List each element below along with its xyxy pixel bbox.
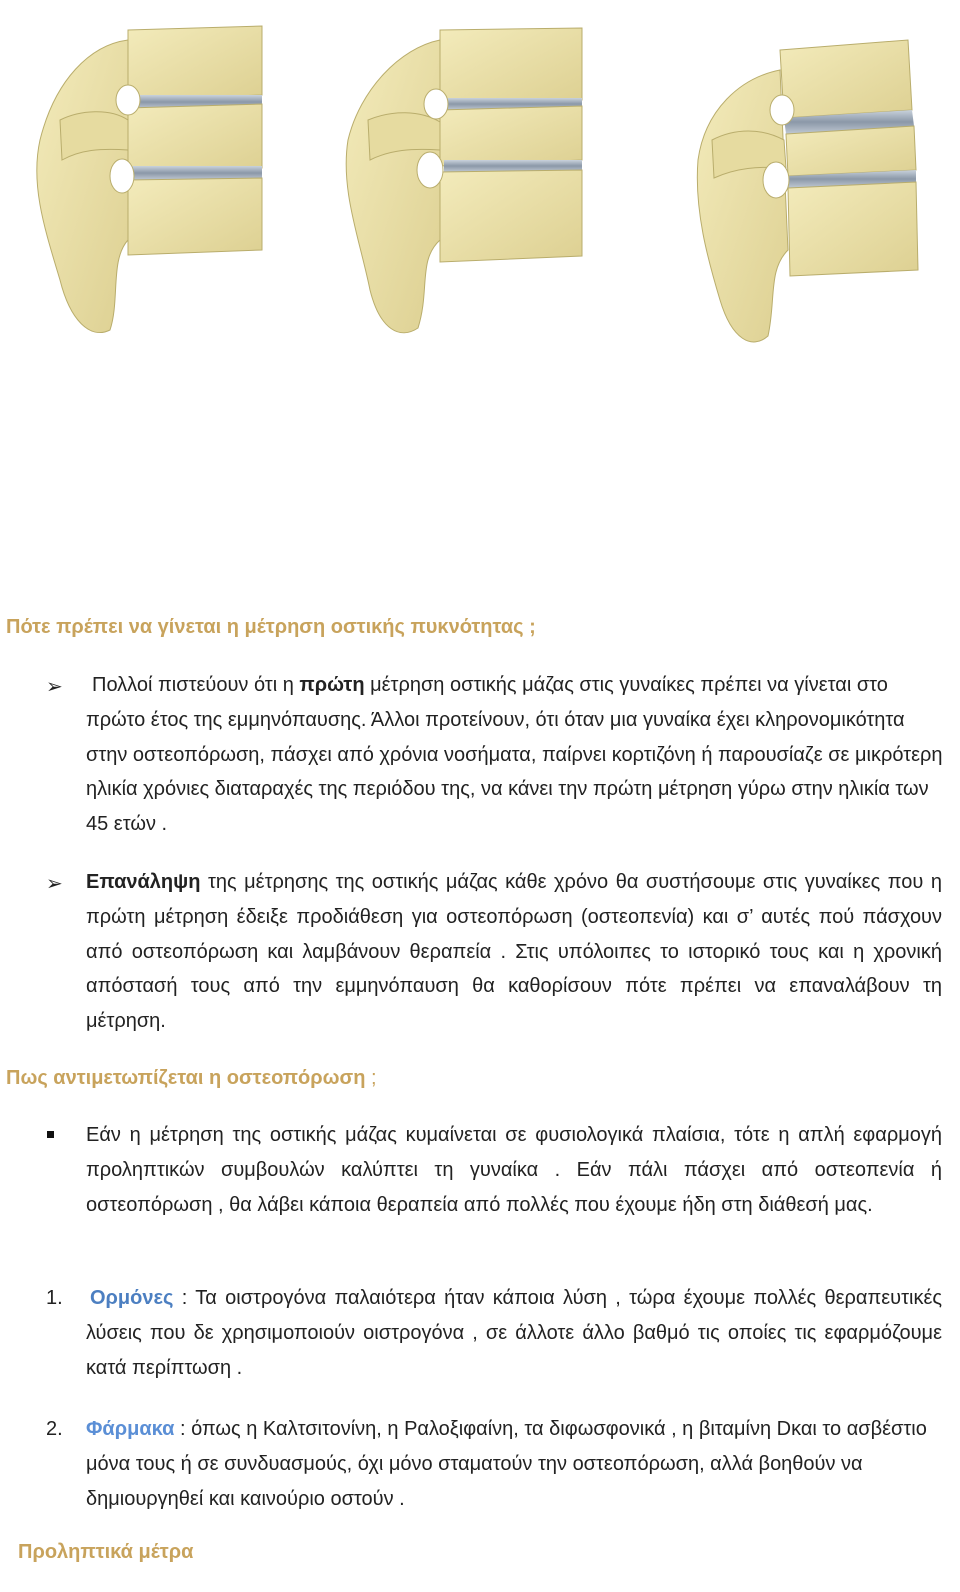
list-item-medications: Φάρμακα : όπως η Καλτσιτονίνη, η Ραλοξιφαίνη, τα διφωσφονικά , η βιταμίνη Dκαι το ασβέστιο μόνα τους ή σε συνδυασμούς, όχι μόνο σταματούν την οστεοπόρωση, αλλά βοηθούν να δημιουργηθεί και καινούριο οστούν . (86, 1418, 927, 1510)
list-item-hormones: Ορμόνες : Τα οιστρογόνα παλαιότερα ήταν κάποια λύση , τώρα έχουμε πολλές θεραπευτικές λύσεις που δε χρησιμοποιούν οιστρογόνα , σε άλλοτε άλλο βαθμό τις οποίες τις εφαρμόζουμε κατά περίπτωση . (86, 1287, 942, 1379)
section-heading-measurement-timing: Πότε πρέπει να γίνεται η μέτρηση οστικής πυκνότητας ; (6, 616, 536, 638)
section-heading-treatment: Πως αντιμετωπίζεται η οστεοπόρωση ; (6, 1067, 377, 1089)
vertebrae-illustration (0, 0, 960, 360)
vertebra-segment-severe (697, 40, 918, 342)
paragraph-treatment-overview: Εάν η μέτρηση της οστικής μάζας κυμαίνεται σε φυσιολογικά πλαίσια, τότε η απλή εφαρμογή προληπτικών συμβουλών καλύπτει τη γυναίκα . Εάν πάλι πάσχει από οστεοπενία ή οστεοπόρωση , θα λάβει κάποια θεραπεία από πολλές που έχουμε ήδη στη διάθεσή μας. (86, 1124, 942, 1216)
arrow-bullet-icon: ➢ (46, 873, 63, 895)
section-heading-prevention: Προληπτικά μέτρα (18, 1541, 194, 1563)
square-bullet-icon (47, 1131, 54, 1138)
paragraph-repeat-measurement: Επανάληψη της μέτρησης της οστικής μάζας κάθε χρόνο θα συστήσουμε στις γυναίκες που η πρώτη μέτρηση έδειξε προδιάθεση για οστεοπόρωση (οστεοπενία) και σ’ αυτές πού πάσχουν από οστεοπόρωση και λαμβάνουν θεραπεία . Στις υπόλοιπες το ιστορικό τους και η χρονική απόστασή τους από την εμμηνόπαυση θα καθορίσουν πότε πρέπει να επαναλάβουν τη μέτρηση. (86, 871, 942, 1033)
list-number: 1. (46, 1287, 63, 1309)
list-number: 2. (46, 1418, 63, 1440)
vertebra-segment-healthy (37, 26, 262, 333)
arrow-bullet-icon: ➢ (46, 676, 63, 698)
paragraph-first-measurement: Πολλοί πιστεύουν ότι η πρώτη μέτρηση οστικής μάζας στις γυναίκες πρέπει να γίνεται στο πρώτο έτος της εμμηνόπαυσης. Άλλοι προτείνουν, ότι όταν μια γυναίκα έχει κληρονομικότητα στην οστεοπόρωση, πάσχει από χρόνια νοσήματα, παίρνει κορτιζόνη ή παρουσίαζε σε μικρότερη ηλικία χρόνιες διαταραχές της περιόδου της, να κάνει την πρώτη μέτρηση γύρω στην ηλικία των 45 ετών . (86, 674, 943, 836)
vertebra-segment-moderate (346, 28, 582, 333)
